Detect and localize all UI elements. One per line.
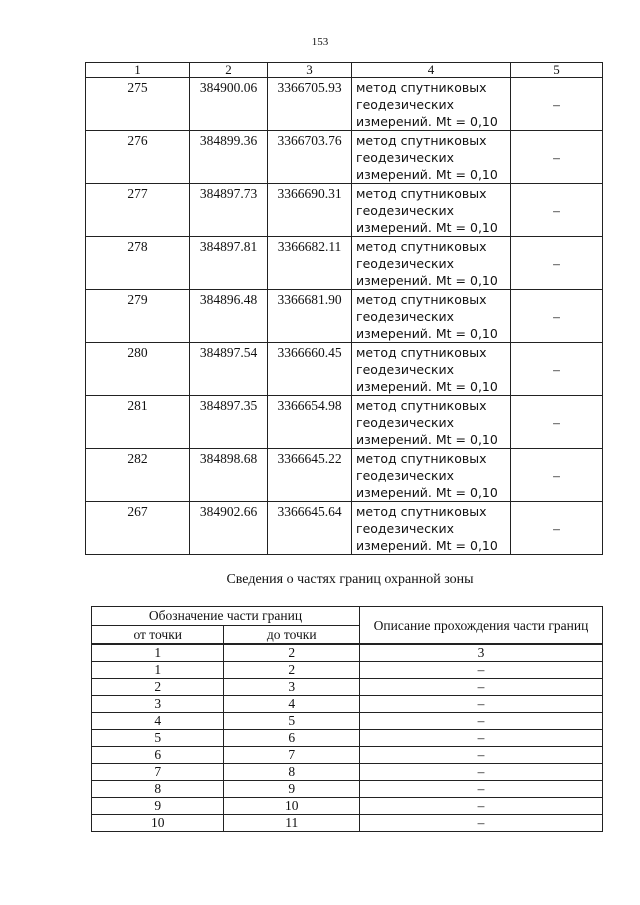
table-header-row bbox=[92, 607, 603, 626]
table-row bbox=[86, 78, 603, 131]
table-row bbox=[92, 764, 603, 781]
description-cell: – bbox=[360, 764, 603, 781]
y-coordinate-cell: 3366681.90 bbox=[268, 290, 352, 343]
x-coordinate-cell: 384902.66 bbox=[190, 502, 268, 555]
to-point-cell: 11 bbox=[224, 815, 360, 832]
note-cell: – bbox=[511, 184, 603, 237]
x-coordinate-cell: 384896.48 bbox=[190, 290, 268, 343]
from-point-cell: 9 bbox=[92, 798, 224, 815]
page-number: 153 bbox=[311, 36, 329, 48]
from-point-cell: 3 bbox=[92, 696, 224, 713]
method-cell: метод спутниковых геодезических измерений. Mt = 0,10 bbox=[352, 237, 511, 290]
table-row bbox=[92, 679, 603, 696]
method-cell: метод спутниковых геодезических измерений. Mt = 0,10 bbox=[352, 449, 511, 502]
description-cell: – bbox=[360, 696, 603, 713]
description-cell: – bbox=[360, 713, 603, 730]
from-point-cell: 7 bbox=[92, 764, 224, 781]
x-coordinate-cell: 384898.68 bbox=[190, 449, 268, 502]
boundary-parts-table-body bbox=[92, 644, 603, 832]
table-row bbox=[92, 798, 603, 815]
header-to-point: до точки bbox=[224, 626, 360, 645]
method-cell: метод спутниковых геодезических измерений. Mt = 0,10 bbox=[352, 502, 511, 555]
note-cell: – bbox=[511, 396, 603, 449]
point-number-cell: 267 bbox=[86, 502, 190, 555]
table-row bbox=[86, 184, 603, 237]
from-point-cell: 5 bbox=[92, 730, 224, 747]
section-title: Сведения о частях границ охранной зоны bbox=[226, 572, 474, 587]
boundary-parts-table bbox=[91, 606, 603, 832]
description-cell: – bbox=[360, 815, 603, 832]
note-cell: – bbox=[511, 343, 603, 396]
table-row bbox=[92, 781, 603, 798]
to-point-cell: 3 bbox=[224, 679, 360, 696]
header-boundary-description: Описание прохождения части границ bbox=[360, 607, 603, 645]
from-point-cell: 6 bbox=[92, 747, 224, 764]
column-header: 1 bbox=[86, 63, 190, 78]
table-row bbox=[92, 815, 603, 832]
method-cell: метод спутниковых геодезических измерений. Mt = 0,10 bbox=[352, 290, 511, 343]
description-cell: – bbox=[360, 781, 603, 798]
from-point-cell: 1 bbox=[92, 662, 224, 679]
point-number-cell: 275 bbox=[86, 78, 190, 131]
table-row bbox=[92, 662, 603, 679]
column-header: 4 bbox=[352, 63, 511, 78]
table-row bbox=[86, 131, 603, 184]
from-point-cell: 10 bbox=[92, 815, 224, 832]
table-row bbox=[92, 730, 603, 747]
point-number-cell: 280 bbox=[86, 343, 190, 396]
point-number-cell: 278 bbox=[86, 237, 190, 290]
method-cell: метод спутниковых геодезических измерений. Mt = 0,10 bbox=[352, 78, 511, 131]
x-coordinate-cell: 384897.35 bbox=[190, 396, 268, 449]
to-point-cell: 8 bbox=[224, 764, 360, 781]
method-cell: метод спутниковых геодезических измерений. Mt = 0,10 bbox=[352, 184, 511, 237]
table-row bbox=[86, 396, 603, 449]
description-cell: – bbox=[360, 730, 603, 747]
table-row bbox=[92, 747, 603, 764]
header-boundary-part-designation: Обозначение части границ bbox=[92, 607, 360, 626]
point-number-cell: 281 bbox=[86, 396, 190, 449]
to-point-cell: 10 bbox=[224, 798, 360, 815]
y-coordinate-cell: 3366703.76 bbox=[268, 131, 352, 184]
column-header: 2 bbox=[190, 63, 268, 78]
column-header: 3 bbox=[268, 63, 352, 78]
from-point-cell: 2 bbox=[92, 679, 224, 696]
table-row bbox=[92, 644, 603, 662]
coordinates-table-body bbox=[86, 78, 603, 555]
table-row bbox=[92, 713, 603, 730]
x-coordinate-cell: 384897.81 bbox=[190, 237, 268, 290]
table-row bbox=[86, 449, 603, 502]
y-coordinate-cell: 3366682.11 bbox=[268, 237, 352, 290]
x-coordinate-cell: 384897.73 bbox=[190, 184, 268, 237]
table-row bbox=[86, 502, 603, 555]
table-row bbox=[86, 343, 603, 396]
header-from-point: от точки bbox=[92, 626, 224, 645]
note-cell: – bbox=[511, 78, 603, 131]
table-row bbox=[86, 237, 603, 290]
point-number-cell: 279 bbox=[86, 290, 190, 343]
x-coordinate-cell: 384899.36 bbox=[190, 131, 268, 184]
to-point-cell: 4 bbox=[224, 696, 360, 713]
column-header: 5 bbox=[511, 63, 603, 78]
y-coordinate-cell: 3366660.45 bbox=[268, 343, 352, 396]
description-cell: – bbox=[360, 662, 603, 679]
table-row bbox=[92, 696, 603, 713]
from-point-cell: 4 bbox=[92, 713, 224, 730]
table-row bbox=[86, 290, 603, 343]
table-header-row bbox=[86, 63, 603, 78]
y-coordinate-cell: 3366705.93 bbox=[268, 78, 352, 131]
to-point-cell: 9 bbox=[224, 781, 360, 798]
from-point-cell: 8 bbox=[92, 781, 224, 798]
y-coordinate-cell: 3366645.64 bbox=[268, 502, 352, 555]
point-number-cell: 277 bbox=[86, 184, 190, 237]
to-point-cell: 2 bbox=[224, 662, 360, 679]
to-point-cell: 7 bbox=[224, 747, 360, 764]
note-cell: – bbox=[511, 502, 603, 555]
x-coordinate-cell: 384897.54 bbox=[190, 343, 268, 396]
description-cell: – bbox=[360, 798, 603, 815]
coordinates-table bbox=[85, 62, 603, 555]
to-point-cell: 6 bbox=[224, 730, 360, 747]
method-cell: метод спутниковых геодезических измерений. Mt = 0,10 bbox=[352, 396, 511, 449]
note-cell: – bbox=[511, 131, 603, 184]
y-coordinate-cell: 3366690.31 bbox=[268, 184, 352, 237]
x-coordinate-cell: 384900.06 bbox=[190, 78, 268, 131]
y-coordinate-cell: 3366654.98 bbox=[268, 396, 352, 449]
description-cell: – bbox=[360, 679, 603, 696]
from-point-cell: 1 bbox=[92, 644, 224, 662]
method-cell: метод спутниковых геодезических измерений. Mt = 0,10 bbox=[352, 131, 511, 184]
note-cell: – bbox=[511, 449, 603, 502]
point-number-cell: 282 bbox=[86, 449, 190, 502]
description-cell: 3 bbox=[360, 644, 603, 662]
to-point-cell: 2 bbox=[224, 644, 360, 662]
method-cell: метод спутниковых геодезических измерений. Mt = 0,10 bbox=[352, 343, 511, 396]
note-cell: – bbox=[511, 237, 603, 290]
description-cell: – bbox=[360, 747, 603, 764]
to-point-cell: 5 bbox=[224, 713, 360, 730]
note-cell: – bbox=[511, 290, 603, 343]
point-number-cell: 276 bbox=[86, 131, 190, 184]
y-coordinate-cell: 3366645.22 bbox=[268, 449, 352, 502]
